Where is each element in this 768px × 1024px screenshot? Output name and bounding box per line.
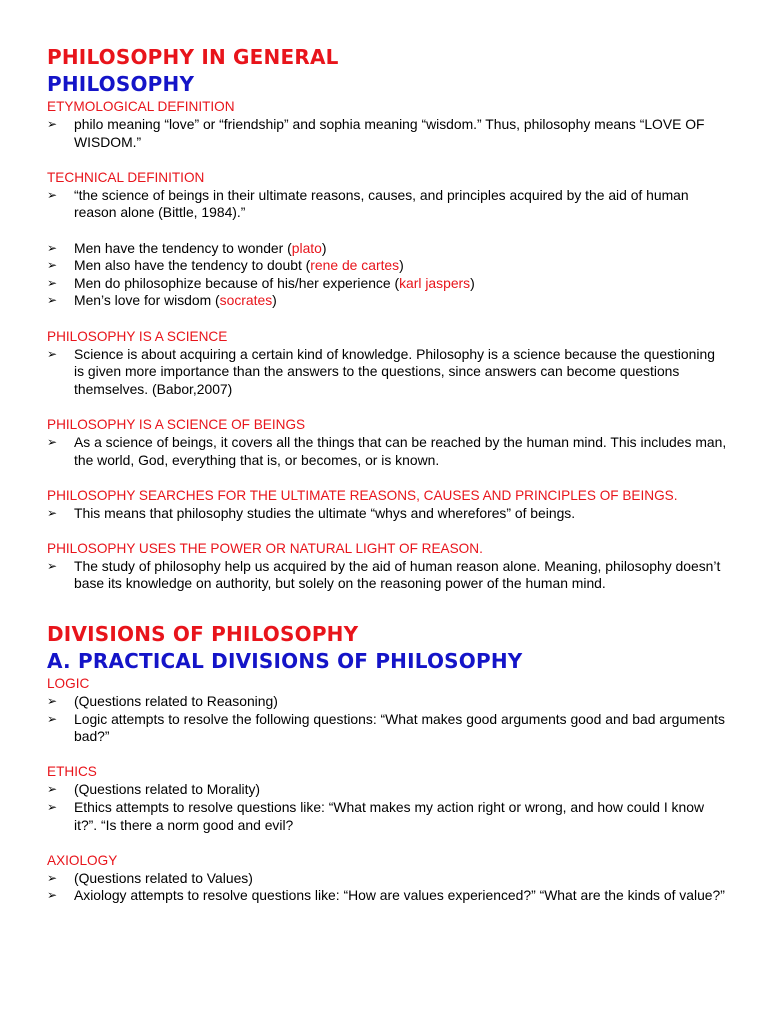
tendency-text: Men have the tendency to wonder ( — [74, 239, 292, 256]
bullet-text: Logic attempts to resolve the following questions: “What makes good arguments good and bad arguments bad?” — [74, 710, 725, 745]
section-heading-beings: PHILOSOPHY IS A SCIENCE OF BEINGS — [47, 416, 306, 432]
bullet-item — [47, 799, 727, 834]
tendency-close: ) — [399, 257, 404, 274]
arrow-bullet-icon: ➢ — [47, 782, 58, 797]
bullet-text: The study of philosophy help us acquired by the aid of human reason alone. Meaning, philosophy doesn’t base its knowledge on authority, but solely on the reasoning power of the human mind. — [74, 557, 721, 592]
bullet-text: (Questions related to Reasoning) — [74, 693, 278, 710]
section-heading-technical: TECHNICAL DEFINITION — [47, 169, 205, 185]
document-subtitle: PHILOSOPHY — [47, 72, 195, 96]
tendency-item — [47, 275, 727, 293]
arrow-bullet-icon: ➢ — [47, 888, 58, 903]
bullet-item — [47, 505, 727, 523]
axiology-list — [47, 870, 727, 905]
tendency-text: Men’s love for wisdom ( — [74, 292, 220, 309]
bullet-text: (Questions related to Values) — [74, 869, 253, 886]
section-heading-science: PHILOSOPHY IS A SCIENCE — [47, 328, 228, 344]
tendency-item — [47, 240, 727, 258]
bullet-text: This means that philosophy studies the ultimate “whys and wherefores” of beings. — [74, 504, 576, 521]
tendency-close: ) — [321, 239, 327, 256]
divisions-title: DIVISIONS OF PHILOSOPHY — [47, 622, 359, 647]
etymological-list — [47, 116, 727, 151]
arrow-bullet-icon: ➢ — [47, 258, 58, 273]
document-page — [47, 44, 727, 905]
philosopher-name: karl jaspers — [399, 274, 471, 291]
document-title: PHILOSOPHY IN GENERAL — [47, 45, 339, 69]
tendency-close: ) — [470, 274, 475, 291]
ultimate-list — [47, 505, 727, 523]
bullet-item — [47, 870, 727, 888]
bullet-text: Ethics attempts to resolve questions like: “What makes my action right or wrong, and how could I know it?”. “Is there a norm good and evil? — [74, 799, 704, 833]
arrow-bullet-icon: ➢ — [47, 240, 58, 255]
bullet-text: (Questions related to Morality) — [74, 781, 261, 798]
bullet-text: Axiology attempts to resolve questions like: “How are values experienced?” “What are the kinds of value?” — [74, 887, 725, 904]
arrow-bullet-icon: ➢ — [47, 711, 58, 726]
science-list — [47, 346, 727, 399]
section-heading-reason: PHILOSOPHY USES THE POWER OR NATURAL LIGHT OF REASON. — [47, 540, 483, 556]
arrow-bullet-icon: ➢ — [47, 346, 58, 361]
beings-list — [47, 434, 727, 469]
philosopher-name: socrates — [219, 292, 273, 309]
section-heading-logic: LOGIC — [47, 676, 90, 692]
reason-list — [47, 558, 727, 593]
ethics-list — [47, 781, 727, 834]
section-heading-ethics: ETHICS — [47, 764, 97, 780]
arrow-bullet-icon: ➢ — [47, 870, 58, 885]
bullet-text: Science is about acquiring a certain kind of knowledge. Philosophy is a science because the questioning is given more importance than the answers to the questions, since answers can become questions themselves. (Babor,2007) — [74, 345, 715, 397]
arrow-bullet-icon: ➢ — [47, 293, 58, 308]
bullet-item — [47, 558, 727, 593]
arrow-bullet-icon: ➢ — [47, 800, 58, 815]
bullet-item — [47, 346, 727, 399]
arrow-bullet-icon: ➢ — [47, 275, 58, 290]
bullet-item — [47, 711, 727, 746]
arrow-bullet-icon: ➢ — [47, 558, 58, 573]
tendency-item — [47, 292, 727, 310]
tendency-text: Men do philosophize because of his/her experience ( — [74, 274, 400, 291]
tendency-close: ) — [272, 292, 277, 309]
logic-list — [47, 693, 727, 746]
philosopher-name: plato — [291, 239, 322, 256]
arrow-bullet-icon: ➢ — [47, 117, 58, 131]
section-heading-ultimate: PHILOSOPHY SEARCHES FOR THE ULTIMATE REASONS, CAUSES AND PRINCIPLES OF BEINGS. — [47, 487, 678, 503]
tendency-item — [47, 257, 727, 275]
bullet-text: philo meaning “love” or “friendship” and sophia meaning “wisdom.” Thus, philosophy means “LOVE OF WISDOM.” — [74, 116, 705, 150]
arrow-bullet-icon: ➢ — [47, 694, 58, 709]
bullet-item — [47, 434, 727, 469]
technical-list — [47, 187, 727, 222]
bullet-item — [47, 887, 727, 905]
arrow-bullet-icon: ➢ — [47, 187, 58, 202]
bullet-text: “the science of beings in their ultimate reasons, causes, and principles acquired by the aid of human reason alone (Bittle, 1984).” — [74, 186, 689, 221]
bullet-item — [47, 693, 727, 711]
bullet-item — [47, 781, 727, 799]
philosopher-name: rene de cartes — [310, 257, 400, 274]
practical-divisions-title: A. PRACTICAL DIVISIONS OF PHILOSOPHY — [47, 649, 523, 674]
section-heading-etymological: ETYMOLOGICAL DEFINITION — [47, 99, 235, 114]
bullet-item — [47, 116, 727, 151]
arrow-bullet-icon: ➢ — [47, 434, 58, 449]
tendency-text: Men also have the tendency to doubt ( — [74, 257, 311, 274]
arrow-bullet-icon: ➢ — [47, 505, 58, 520]
bullet-text: As a science of beings, it covers all the things that can be reached by the human mind. This includes man, the world, God, everything that is, or becomes, or is known. — [74, 433, 727, 468]
tendencies-list — [47, 240, 727, 310]
section-heading-axiology: AXIOLOGY — [47, 852, 118, 868]
bullet-item — [47, 187, 727, 222]
